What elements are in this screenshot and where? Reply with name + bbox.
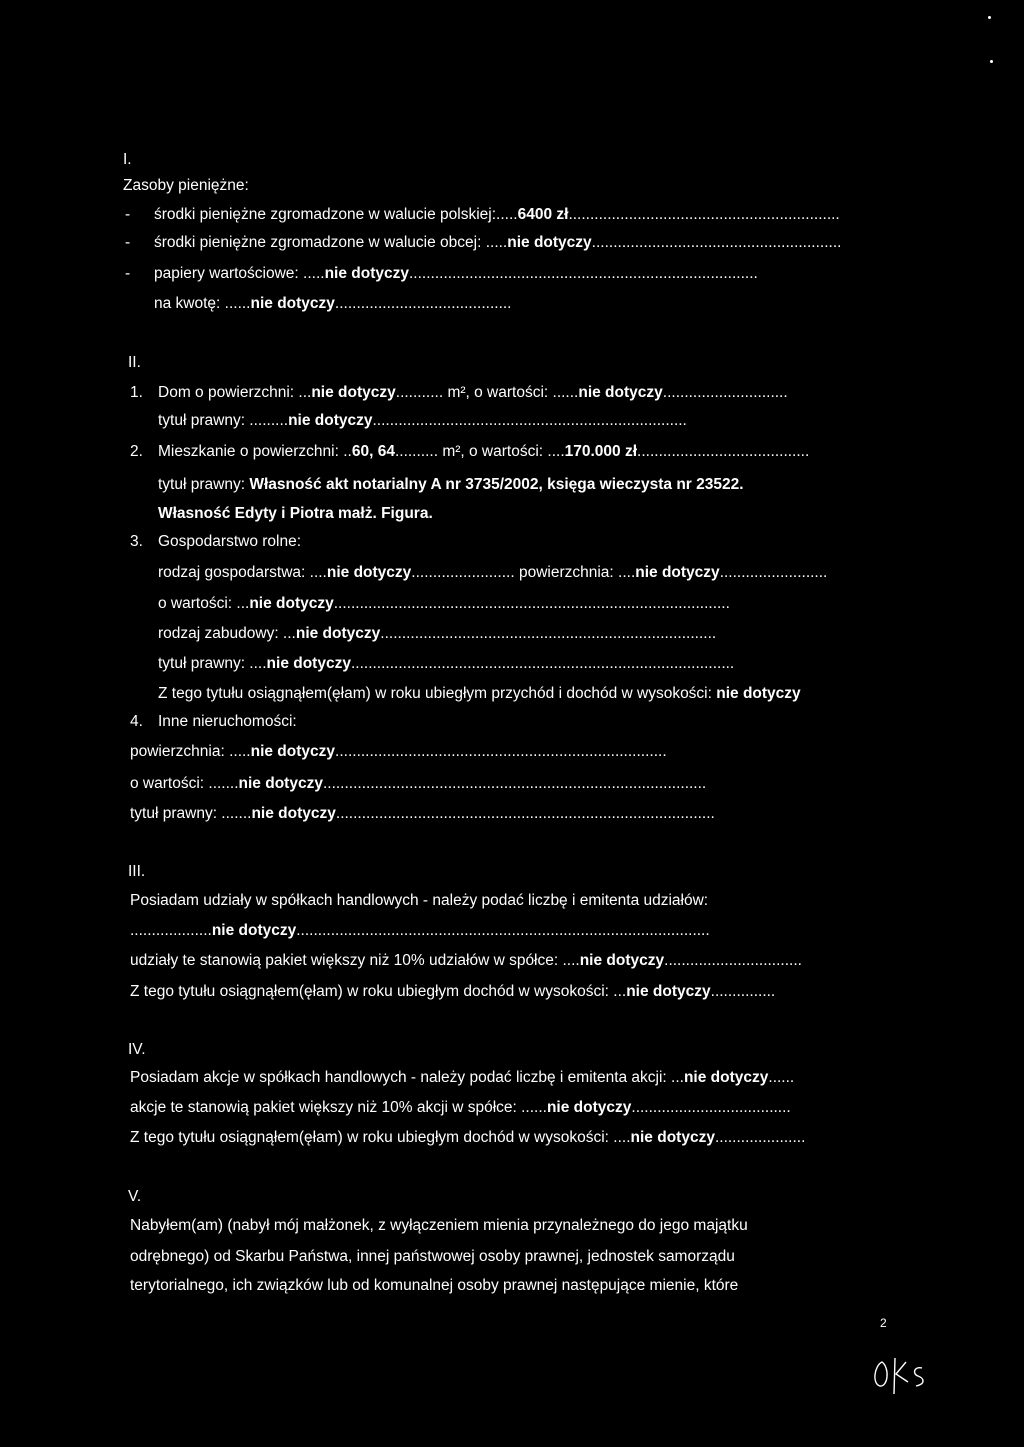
section-heading: II. [128,354,141,371]
list-item: - środki pieniężne zgromadzone w walucie obcej: .....nie dotyczy.......................................................... [125,234,842,251]
list-item: o wartości: .......nie dotyczy......................................................................................... [130,775,707,792]
list-item: na kwotę: ......nie dotyczy......................................... [154,295,512,312]
list-item: tytuł prawny: .........nie dotyczy......................................................................... [158,412,687,429]
scan-speck [990,60,993,63]
paragraph-line: Nabyłem(am) (nabył mój małżonek, z wyłączeniem mienia przynależnego do jego majątku [130,1217,748,1234]
list-item: o wartości: ...nie dotyczy............................................................................................ [158,595,730,612]
section-subheading: Zasoby pieniężne: [123,177,249,194]
list-item: Z tego tytułu osiągnąłem(ęłam) w roku ubiegłym dochód w wysokości: ....nie dotyczy..................... [130,1129,806,1146]
list-item: ...................nie dotyczy................................................................................................ [130,922,710,939]
list-item: Z tego tytułu osiągnąłem(ęłam) w roku ubiegłym dochód w wysokości: ...nie dotyczy............... [130,983,776,1000]
list-item: powierzchnia: .....nie dotyczy............................................................................. [130,743,667,760]
list-item: 3. Gospodarstwo rolne: [130,533,302,550]
handwritten-initials [868,1352,938,1397]
list-item: tytuł prawny: Własność akt notarialny A nr 3735/2002, księga wieczysta nr 23522. [158,476,744,493]
section-heading: III. [128,863,146,880]
list-item: udziały te stanowią pakiet większy niż 10% udziałów w spółce: ....nie dotyczy................................ [130,952,802,969]
section-heading: I. [123,151,132,168]
section-heading: IV. [128,1041,146,1058]
list-item: 1. Dom o powierzchni: ...nie dotyczy........... m², o wartości: ......nie dotyczy............................. [130,384,788,401]
list-item: - środki pieniężne zgromadzone w walucie polskiej:.....6400 zł............................................................... [125,206,840,223]
list-item: 2. Mieszkanie o powierzchni: ..60, 64.......... m², o wartości: ....170.000 zł........................................ [130,443,810,460]
paragraph-line: Posiadam udziały w spółkach handlowych - należy podać liczbę i emitenta udziałów: [130,892,709,909]
section-heading: V. [128,1188,142,1205]
list-item: tytuł prawny: .......nie dotyczy........................................................................................ [130,805,715,822]
scan-speck [988,16,991,19]
list-item: Z tego tytułu osiągnąłem(ęłam) w roku ubiegłym przychód i dochód w wysokości: nie dotyczy [158,685,801,702]
page-number: 2 [880,1316,887,1330]
list-item: Własność Edyty i Piotra małż. Figura. [158,505,433,522]
list-item: - papiery wartościowe: .....nie dotyczy................................................................................. [125,265,758,282]
list-item: rodzaj gospodarstwa: ....nie dotyczy........................ powierzchnia: ....nie dotyczy......................... [158,564,828,581]
paragraph-line: terytorialnego, ich związków lub od komunalnej osoby prawnej następujące mienie, które [130,1277,739,1294]
list-item: rodzaj zabudowy: ...nie dotyczy.............................................................................. [158,625,717,642]
list-item: akcje te stanowią pakiet większy niż 10% akcji w spółce: ......nie dotyczy..................................... [130,1099,791,1116]
list-item: tytuł prawny: ....nie dotyczy......................................................................................... [158,655,735,672]
list-item: Posiadam akcje w spółkach handlowych - należy podać liczbę i emitenta akcji: ...nie dotyczy...... [130,1069,795,1086]
list-item: 4. Inne nieruchomości: [130,713,297,730]
paragraph-line: odrębnego) od Skarbu Państwa, innej państwowej osoby prawnej, jednostek samorządu [130,1248,735,1265]
